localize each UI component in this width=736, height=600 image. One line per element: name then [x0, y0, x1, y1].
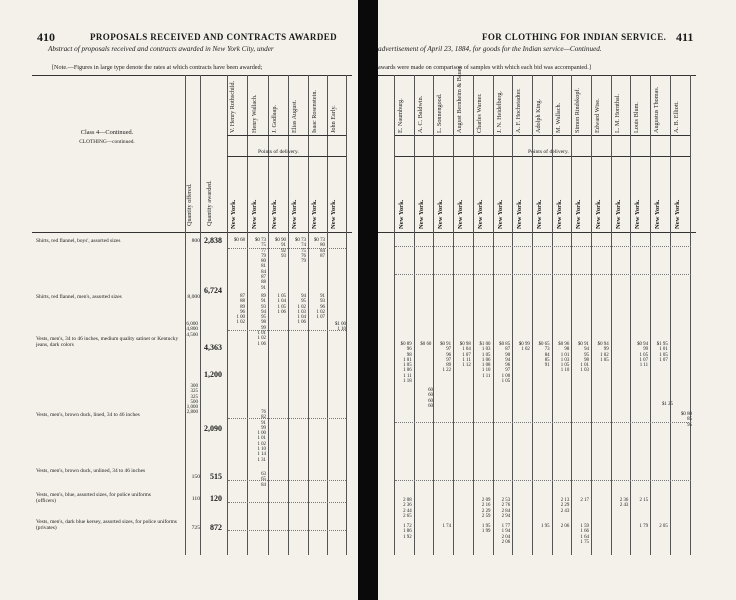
leader-dots [228, 480, 346, 481]
leader-dots [395, 246, 691, 247]
bidder-name: Louis Blum. [633, 102, 641, 133]
note: [Note.—Figures in large type denote the rates at which contracts have been awarded; [52, 64, 263, 71]
item-description: Vests, men's, dark blue kersey, assorted sizes, for police uniforms (privates) [36, 519, 177, 532]
left-page [0, 0, 358, 600]
bidder-name: Henry Wallach. [251, 94, 258, 133]
header-bottom-rule [32, 232, 352, 233]
bidder-name: L. M. Hornthal. [613, 93, 621, 133]
note: awards were made on comparison of samples with which each bid was accompanied.] [378, 64, 591, 71]
rate-cell: $0 73 75 77 79 80 81 84 87 88 91 [254, 238, 266, 291]
rate-cell: 76 82 91 99 1 00 1 01 1 02 1 10 1 14 1 31 [257, 410, 266, 463]
bidder-rule [227, 135, 346, 136]
rate-cell: 60 60 60 60 [428, 388, 433, 409]
rate-cell: 2 36 2 43 [619, 498, 629, 509]
rate-cell: 94 95 1 02 1 03 1 04 1 06 [297, 294, 306, 326]
rate-cell: 1 79 [639, 524, 649, 529]
bidder-name: Edward Wise. [594, 98, 601, 133]
qty-awarded: 2,090 [204, 424, 222, 433]
col-divider [591, 75, 592, 555]
city-label: New York. [634, 199, 642, 229]
table-top-rule [32, 75, 352, 76]
rate-cell: 1 95 [541, 524, 550, 529]
item-description: Vests, men's, brown duck, unlined, 34 to 46 inches [36, 468, 146, 474]
city-label: New York. [673, 199, 681, 229]
col-divider [453, 75, 454, 555]
city-label: New York. [496, 199, 504, 229]
city-label: New York. [614, 199, 622, 229]
qty-awarded-label: Quantity awarded. [206, 180, 213, 226]
running-head: PROPOSALS RECEIVED AND CONTRACTS AWARDED [90, 32, 338, 42]
qty-awarded: 2,838 [204, 236, 222, 245]
item-description: Vests, men's, blue, assorted sizes, for police uniforms (officers) [36, 492, 151, 505]
qty-awarded: 4,363 [204, 343, 222, 352]
city-label: New York. [476, 199, 484, 229]
rate-cell: $0 90 91 92 93 [274, 238, 286, 259]
rate-cell: $0 73 80 84 87 [313, 238, 325, 259]
item-description: Vests, men's, brown duck, lined, 34 to 46 inches [36, 412, 140, 418]
city-label: New York. [251, 199, 258, 229]
rate-cell: $0 98 1 04 1 07 1 11 1 12 [459, 342, 471, 369]
bidder-name: Charles Warner. [475, 93, 483, 133]
bidder-name: J. Godlaap. [271, 104, 278, 133]
city-label: New York. [398, 199, 405, 229]
qty-offered: 800 [191, 238, 200, 244]
city-label: New York. [230, 199, 237, 229]
qty-awarded: 872 [210, 523, 222, 532]
col-divider [512, 75, 513, 555]
bidder-name: A. C. Baldwin. [416, 95, 424, 133]
subtitle: Abstract of proposals received and contracts awarded in New York City, under [48, 45, 274, 53]
rate-cell: 2 06 [560, 524, 570, 529]
rate-cell: $1 95 1 01 1 05 1 07 [656, 342, 668, 363]
rate-cell: $0 65 73 84 85 91 [538, 342, 550, 369]
rate-cell: 1 59 1 66 1 64 1 75 [580, 524, 589, 545]
rate-cell: $1 00 1 03 1 05 1 06 1 08 1 10 1 11 [479, 342, 491, 379]
qty-offered-label: Quantity offered. [186, 183, 193, 226]
page-number: 410 [37, 30, 55, 44]
rate-cell: $0 60 [420, 342, 432, 347]
item-description: Vests, men's, 34 to 46 inches, medium quality satinet or Kentucky jeans, dark colors [36, 336, 179, 349]
bidder-name: A. F. Hochstadter. [515, 88, 523, 133]
city-label: New York. [417, 199, 425, 229]
subtitle: advertisement of April 23, 1884, for goods for the Indian service—Continued. [378, 45, 602, 53]
qty-offered: 8,000 [187, 294, 200, 300]
rate-cell: $0 80 85 95 [680, 412, 692, 428]
rate-cell: $1 00 1 10 [334, 322, 346, 333]
bidder-rule [394, 135, 690, 136]
rate-cell: 89 91 93 94 95 98 99 1 01 1 02 1 06 [257, 294, 266, 347]
city-label: New York. [555, 199, 563, 229]
bidder-name: Adolph King. [534, 98, 542, 133]
city-label: New York. [311, 199, 318, 229]
col-divider [185, 75, 186, 555]
rate-cell: 2 53 2 76 2 84 2 94 [501, 498, 511, 519]
rate-cell: $0 68 [233, 238, 245, 243]
running-head: FOR CLOTHING FOR INDIAN SERVICE. [482, 32, 667, 42]
qty-offered: 6,000 4,800 4,500 [186, 321, 198, 338]
rate-cell: $0 91 94 95 98 1 01 1 03 [577, 342, 589, 374]
rate-cell: $0 96 98 1 01 1 03 1 05 1 10 [558, 342, 570, 374]
rate-cell: $0 91 97 96 97 89 1 22 [440, 342, 452, 374]
rate-cell: 2 08 2 36 2 44 2 65 [403, 498, 412, 519]
leader-dots [395, 274, 691, 275]
leader-dots [228, 530, 346, 531]
city-label: New York. [575, 199, 583, 229]
leader-dots [228, 418, 346, 419]
rate-cell: 1 74 [442, 524, 452, 529]
rate-cell: 2 09 2 16 2 29 2 59 [481, 498, 491, 519]
table-top-rule [378, 75, 696, 76]
col-divider [630, 75, 631, 555]
qty-awarded: 120 [210, 494, 222, 503]
col-divider [611, 75, 612, 555]
bidder-name: E. Naumburg. [397, 98, 404, 133]
bidder-name: Augustus Thomas. [653, 86, 661, 133]
city-label: New York. [291, 199, 298, 229]
qty-awarded: 515 [210, 472, 222, 481]
col-divider [552, 75, 553, 555]
city-label: New York. [654, 199, 662, 229]
col-divider [200, 75, 201, 555]
qty-awarded: 6,724 [204, 286, 222, 295]
rate-cell: 91 93 96 1 02 1 07 [316, 294, 325, 321]
bidder-name: J. N. Heidelberg. [495, 91, 503, 133]
col-divider [473, 75, 474, 555]
col-divider [670, 75, 671, 555]
points-rule [394, 156, 690, 157]
rate-cell: $1 25 [661, 402, 673, 407]
bidder-name: Simon Rindskopf. [574, 87, 582, 133]
rate-cell: 2 05 [659, 524, 668, 529]
col-divider [414, 75, 415, 555]
city-label: New York. [595, 199, 602, 229]
col-divider [690, 75, 691, 555]
book-gutter [358, 0, 378, 600]
bidder-name: Elias August. [291, 99, 298, 133]
col-divider [532, 75, 533, 555]
rate-cell: $0 73 74 75 76 79 [294, 238, 306, 265]
right-page [378, 0, 736, 600]
col-divider [394, 75, 395, 555]
col-divider [327, 75, 328, 555]
bidder-name: Isaac Rosenstein. [311, 90, 318, 133]
rate-cell: 63 65 84 [261, 472, 266, 488]
city-label: New York. [457, 199, 465, 229]
rate-cell: 1 72 1 86 1 92 [403, 524, 412, 540]
rate-cell: 87 88 89 96 1 00 1 02 [236, 294, 245, 326]
bidder-name: John Early. [330, 105, 337, 133]
city-label: New York. [535, 199, 543, 229]
points-of-delivery-label: Points of delivery. [528, 149, 569, 155]
city-label: New York. [271, 199, 278, 229]
rate-cell: 1 77 1 94 2 04 2 06 [501, 524, 511, 545]
col-divider [493, 75, 494, 555]
qty-offered: 725 [191, 525, 200, 531]
qty-awarded-extra: 1,200 [204, 370, 222, 379]
page-number: 411 [676, 30, 694, 44]
item-description: Shirts, red flannel, men's, assorted sizes [36, 294, 122, 300]
city-label: New York. [516, 199, 524, 229]
bidder-name: L. Sonnengood. [436, 93, 444, 133]
rate-cell: $0 89 96 98 1 01 1 05 1 06 1 11 1 18 [400, 342, 412, 385]
col-divider [433, 75, 434, 555]
col-divider [571, 75, 572, 555]
rate-cell: 1 05 1 04 1 05 1 06 [277, 294, 286, 315]
class-heading: Class 4—Continued. [80, 129, 134, 136]
leader-dots [228, 330, 346, 331]
rate-cell: $0 94 99 1 02 1 05 [597, 342, 609, 363]
header-bottom-rule [378, 232, 696, 233]
rate-cell: 2 13 2 29 2 43 [560, 498, 570, 514]
leader-dots [228, 502, 346, 503]
city-label: New York. [330, 199, 337, 229]
item-description: Shirts, red flannel, boys', assorted sizes [36, 238, 121, 244]
rate-cell: 2 17 [580, 498, 589, 503]
bidder-name: A. B. Elliott. [672, 101, 680, 133]
bidder-name: V. Henry Rothschild. [229, 80, 236, 133]
bidder-name: August Bernheim & Bauer. [456, 65, 464, 133]
leader-dots [395, 422, 691, 423]
class-subheading: CLOTHING—continued. [79, 139, 135, 145]
qty-offered: 110 [191, 496, 200, 502]
city-label: New York. [437, 199, 445, 229]
qty-offered: 150 [191, 474, 200, 480]
points-rule [227, 156, 346, 157]
col-divider [650, 75, 651, 555]
leader-dots [228, 248, 346, 249]
leader-dots [395, 480, 691, 481]
bidder-name: M. Wallach. [554, 102, 562, 133]
rate-cell: 2 15 [639, 498, 649, 503]
points-of-delivery-label: Points of delivery. [258, 149, 299, 155]
col-divider [346, 75, 347, 555]
rate-cell: 1 95 1 99 [481, 524, 491, 535]
rate-cell: $0 85 87 90 94 96 97 1 00 1 05 [499, 342, 511, 385]
rate-cell: $0 94 99 1 05 1 07 1 11 [637, 342, 649, 369]
qty-offered: 300 325 325 500 1,000 2,800 [186, 384, 198, 416]
rate-cell: $0 99 1 02 [518, 342, 530, 353]
